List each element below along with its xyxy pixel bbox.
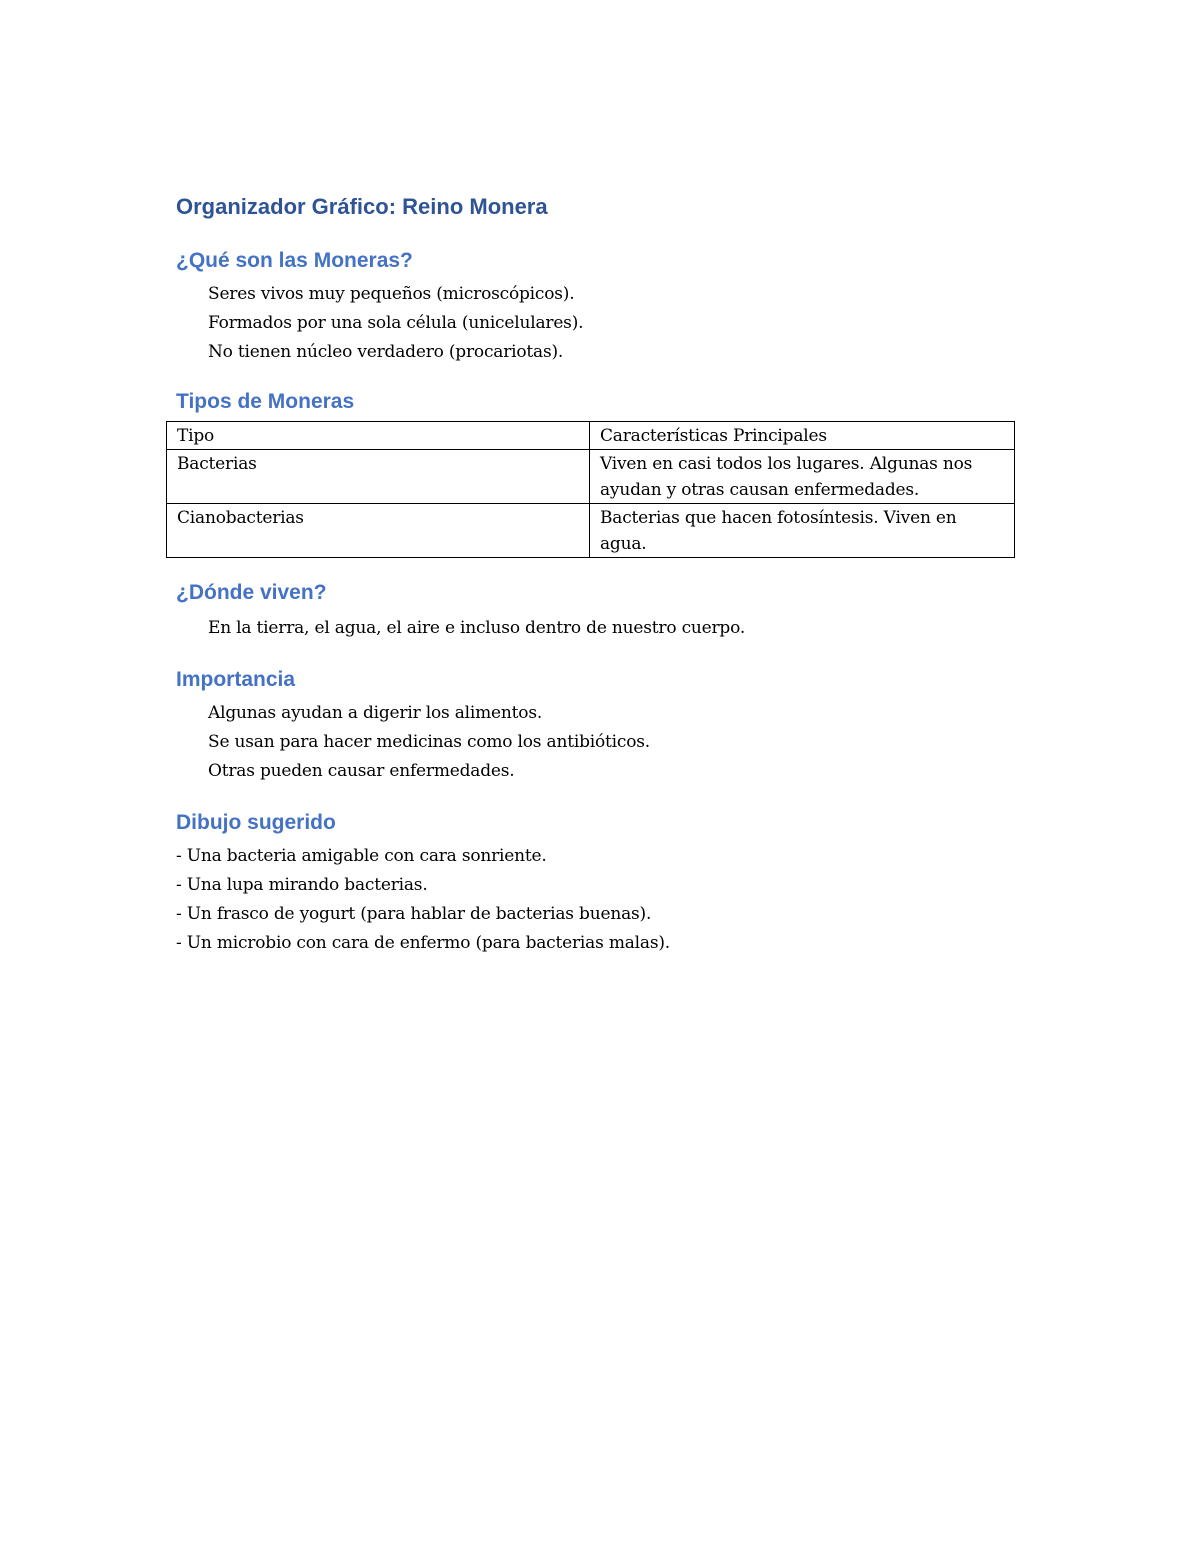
table-header-cell: Tipo xyxy=(167,422,590,450)
list-item: Algunas ayudan a digerir los alimentos. xyxy=(208,703,543,723)
document-page xyxy=(176,190,1016,958)
list-item: - Una lupa mirando bacterias. xyxy=(176,871,1016,900)
heading-donde: ¿Dónde viven? xyxy=(176,581,327,604)
table-cell: Bacterias que hacen fotosíntesis. Viven en agua. xyxy=(590,504,1015,558)
list-item: - Un microbio con cara de enfermo (para bacterias malas). xyxy=(176,929,1016,958)
table-header-cell: Características Principales xyxy=(590,422,1015,450)
list-item: - Un frasco de yogurt (para hablar de bacterias buenas). xyxy=(176,900,1016,929)
heading-importancia: Importancia xyxy=(176,668,296,691)
list-item: No tienen núcleo verdadero (procariotas). xyxy=(208,342,564,362)
dibujo-list xyxy=(176,842,1016,958)
tipos-table xyxy=(166,421,1015,558)
heading-dibujo: Dibujo sugerido xyxy=(176,811,336,834)
table-row xyxy=(167,504,1015,558)
list-item: Otras pueden causar enfermedades. xyxy=(208,761,515,781)
heading-que-son: ¿Qué son las Moneras? xyxy=(176,249,413,272)
table-cell: Viven en casi todos los lugares. Algunas nos ayudan y otras causan enfermedades. xyxy=(590,450,1015,504)
table-row xyxy=(167,450,1015,504)
table-cell: Cianobacterias xyxy=(167,504,590,558)
importancia-list xyxy=(176,699,1016,786)
list-item: Formados por una sola célula (unicelulares). xyxy=(208,313,584,333)
document-title: Organizador Gráfico: Reino Monera xyxy=(176,194,548,219)
donde-text: En la tierra, el agua, el aire e incluso dentro de nuestro cuerpo. xyxy=(208,618,746,638)
que-son-list xyxy=(176,280,1016,367)
list-item: Se usan para hacer medicinas como los antibióticos. xyxy=(208,732,650,752)
list-item: Seres vivos muy pequeños (microscópicos). xyxy=(208,284,575,304)
table-cell: Bacterias xyxy=(167,450,590,504)
list-item: - Una bacteria amigable con cara sonriente. xyxy=(176,842,1016,871)
heading-tipos: Tipos de Moneras xyxy=(176,390,355,413)
table-header-row xyxy=(167,422,1015,450)
